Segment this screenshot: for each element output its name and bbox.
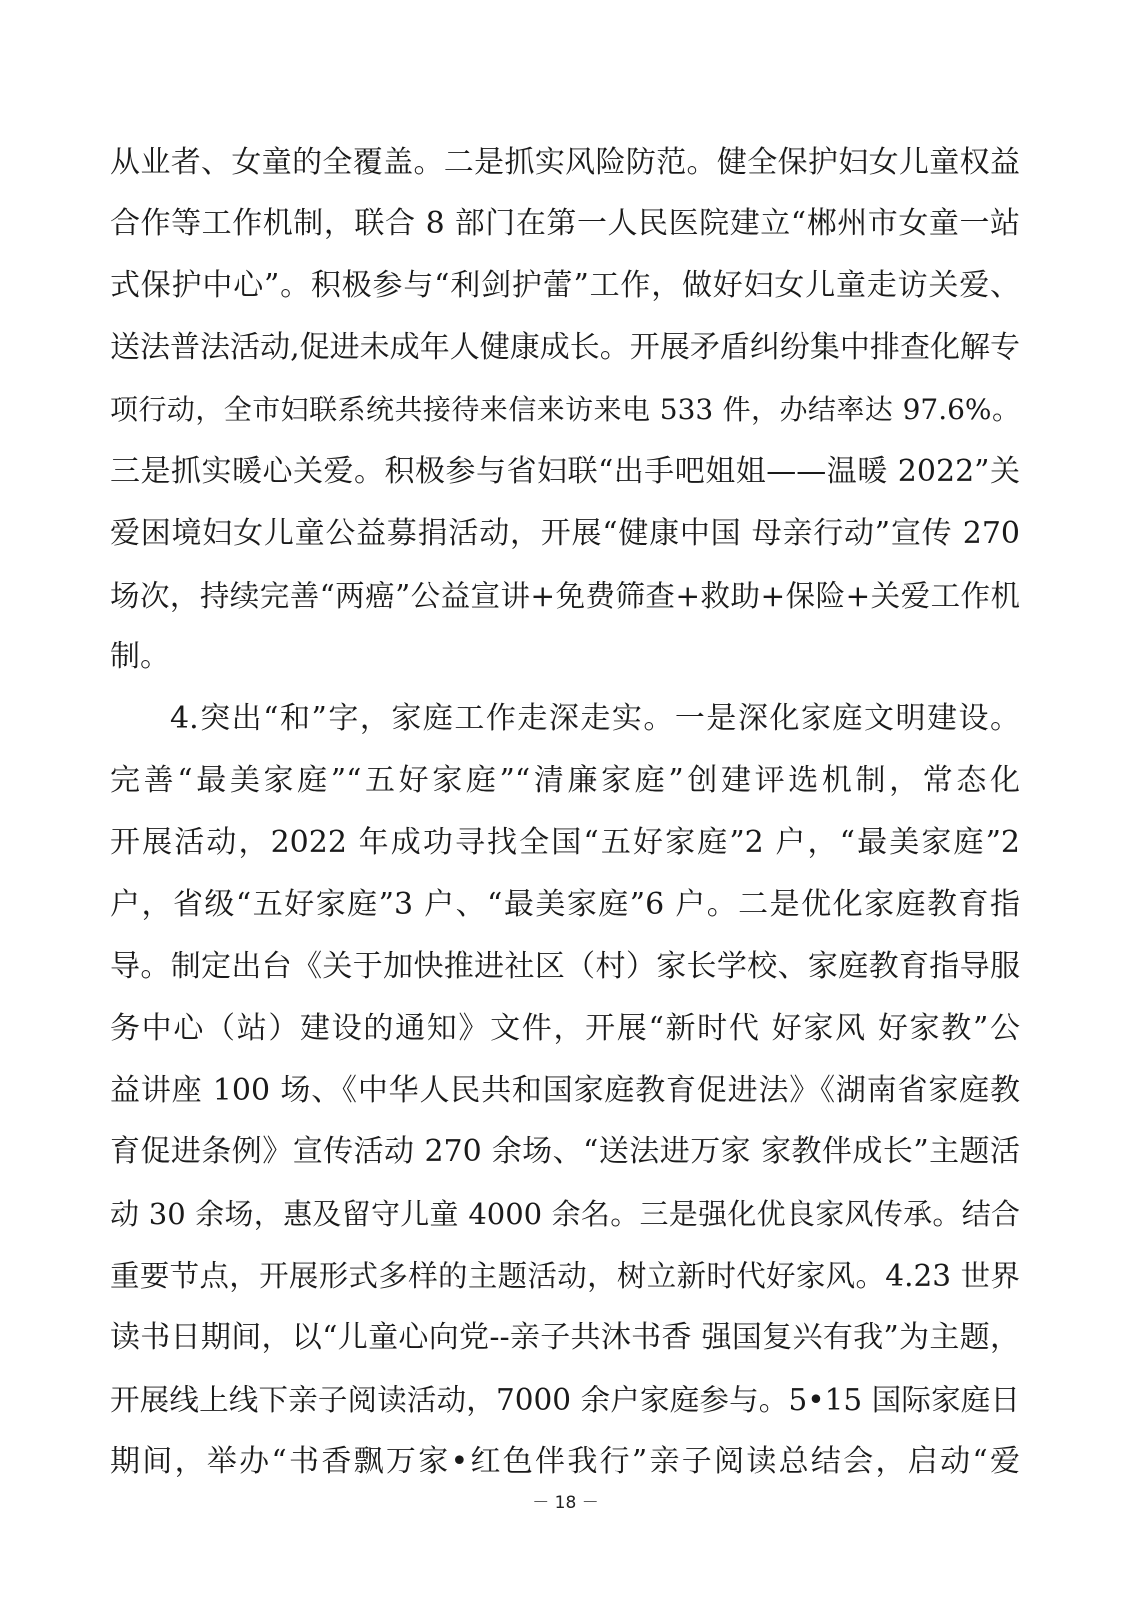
body-text-line: 从业者、女童的全覆盖。二是抓实风险防范。健全保护妇女儿童权益 <box>110 145 1020 180</box>
body-text-line: 项行动，全市妇联系统共接待来信来访来电 533 件，办结率达 97.6%。 <box>110 393 1020 426</box>
body-text-line: 重要节点，开展形式多样的主题活动，树立新时代好家风。4.23 世界 <box>110 1259 1020 1293</box>
body-text-line: 读书日期间，以“儿童心向党--亲子共沐书香 强国复兴有我”为主题， <box>110 1320 1020 1355</box>
body-text-line: 育促进条例》宣传活动 270 余场、“送法进万家 家教伴成长”主题活 <box>110 1134 1020 1169</box>
body-text-line: 益讲座 100 场、《中华人民共和国家庭教育促进法》《湖南省家庭教 <box>110 1073 1020 1108</box>
body-text-line: 导。制定出台《关于加快推进社区（村）家长学校、家庭教育指导服 <box>110 949 1020 984</box>
body-text-line: 户，省级“五好家庭”3 户、“最美家庭”6 户。二是优化家庭教育指 <box>110 887 1020 922</box>
body-text-line: 动 30 余场，惠及留守儿童 4000 余名。三是强化优良家风传承。结合 <box>110 1197 1020 1231</box>
body-text-line: 式保护中心”。积极参与“利剑护蕾”工作，做好妇女儿童走访关爱、 <box>110 268 1020 303</box>
body-text-line: 送法普法活动,促进未成年人健康成长。开展矛盾纠纷集中排查化解专 <box>110 330 1020 365</box>
body-text-line: 爱困境妇女儿童公益募捐活动，开展“健康中国 母亲行动”宣传 270 <box>110 516 1020 551</box>
page-number: － 18 － <box>532 1493 599 1513</box>
body-text-line: 务中心（站）建设的通知》文件，开展“新时代 好家风 好家教”公 <box>110 1011 1020 1046</box>
body-text-line: 开展线上线下亲子阅读活动，7000 余户家庭参与。5•15 国际家庭日 <box>110 1383 1020 1417</box>
section-heading-line: 4.突出“和”字，家庭工作走深走实。一是深化家庭文明建设。 <box>170 701 1020 736</box>
body-text-line: 场次，持续完善“两癌”公益宣讲+免费筛查+救助+保险+关爱工作机 <box>110 579 1020 613</box>
body-text-line: 期间，举办“书香飘万家•红色伴我行”亲子阅读总结会，启动“爱 <box>110 1444 1020 1479</box>
body-text-line: 合作等工作机制，联合 8 部门在第一人民医院建立“郴州市女童一站 <box>110 206 1020 241</box>
body-text-line: 制。 <box>110 639 170 674</box>
body-text-line: 完善“最美家庭”“五好家庭”“清廉家庭”创建评选机制，常态化 <box>110 763 1020 798</box>
body-text-line: 三是抓实暖心关爱。积极参与省妇联“出手吧姐姐——温暖 2022”关 <box>110 454 1020 489</box>
body-text-line: 开展活动，2022 年成功寻找全国“五好家庭”2 户，“最美家庭”2 <box>110 825 1020 860</box>
